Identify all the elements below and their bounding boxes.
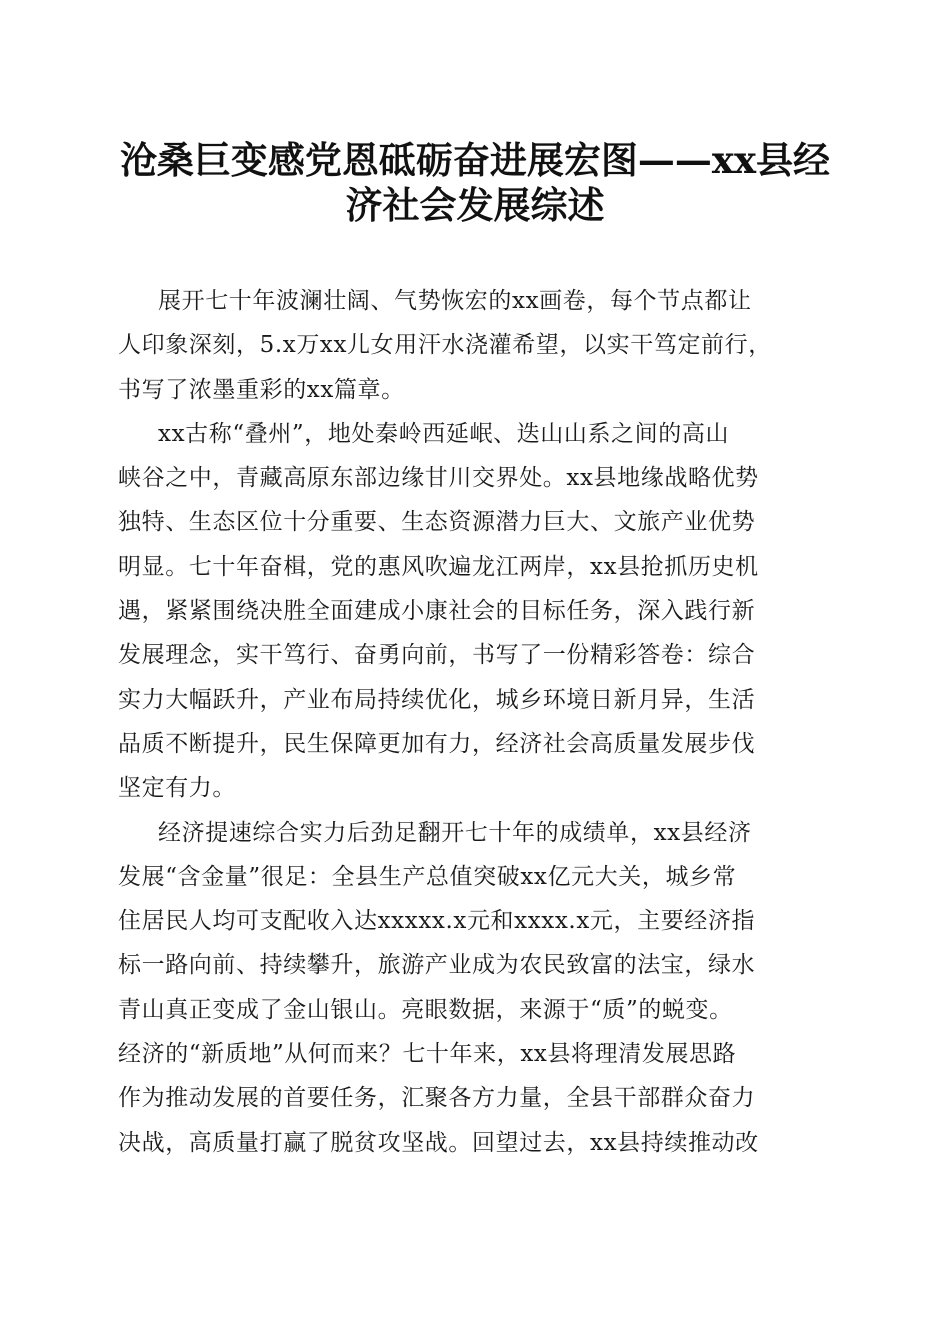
paragraph-2 xyxy=(118,412,838,811)
text-line: 坚定有力。 xyxy=(118,775,236,802)
text-line: 经济的“新质地”从何而来？七十年来，xx县将理清发展思路 xyxy=(118,1041,737,1068)
text-line: 经济提速综合实力后劲足翻开七十年的成绩单，xx县经济 xyxy=(158,819,752,846)
text-line: 书写了浓墨重彩的xx篇章。 xyxy=(118,376,405,403)
text-line: 发展“含金量”很足：全县生产总值突破xx亿元大关，城乡常 xyxy=(118,863,737,890)
document-body xyxy=(118,279,838,1165)
text-line: 作为推动发展的首要任务，汇聚各方力量，全县干部群众奋力 xyxy=(118,1085,756,1112)
text-line: xx古称“叠州”，地处秦岭西延岷、迭山山系之间的高山 xyxy=(158,420,730,447)
text-line: 独特、生态区位十分重要、生态资源潜力巨大、文旅产业优势 xyxy=(118,509,756,536)
text-line: 住居民人均可支配收入达xxxxx.x元和xxxx.x元，主要经济指 xyxy=(118,908,756,935)
text-line: 峡谷之中，青藏高原东部边缘甘川交界处。xx县地缘战略优势 xyxy=(118,465,759,492)
text-line: 品质不断提升，民生保障更加有力，经济社会高质量发展步伐 xyxy=(118,730,756,757)
document-title xyxy=(100,138,850,228)
paragraph-3 xyxy=(118,811,838,1165)
text-line: 标一路向前、持续攀升，旅游产业成为农民致富的法宝，绿水 xyxy=(118,952,756,979)
text-line: 明显。七十年奋楫，党的惠风吹遍龙江两岸，xx县抢抓历史机 xyxy=(118,553,759,580)
title-line-2: 济社会发展综述 xyxy=(345,183,605,227)
text-line: 人印象深刻，5.x万xx儿女用汗水浇灌希望，以实干笃定前行， xyxy=(118,332,772,359)
text-line: 遇，紧紧围绕决胜全面建成小康社会的目标任务，深入践行新 xyxy=(118,598,756,625)
text-line: 实力大幅跃升，产业布局持续优化，城乡环境日新月异，生活 xyxy=(118,686,756,713)
title-line-1: 沧桑巨变感党恩砥砺奋进展宏图——xx县经 xyxy=(119,138,831,182)
paragraph-1 xyxy=(118,279,838,412)
text-line: 发展理念，实干笃行、奋勇向前，书写了一份精彩答卷：综合 xyxy=(118,642,756,669)
text-line: 决战，高质量打赢了脱贫攻坚战。回望过去，xx县持续推动改 xyxy=(118,1129,759,1156)
text-line: 展开七十年波澜壮阔、气势恢宏的xx画卷，每个节点都让 xyxy=(158,288,752,314)
text-line: 青山真正变成了金山银山。亮眼数据，来源于“质”的蜕变。 xyxy=(118,996,733,1023)
